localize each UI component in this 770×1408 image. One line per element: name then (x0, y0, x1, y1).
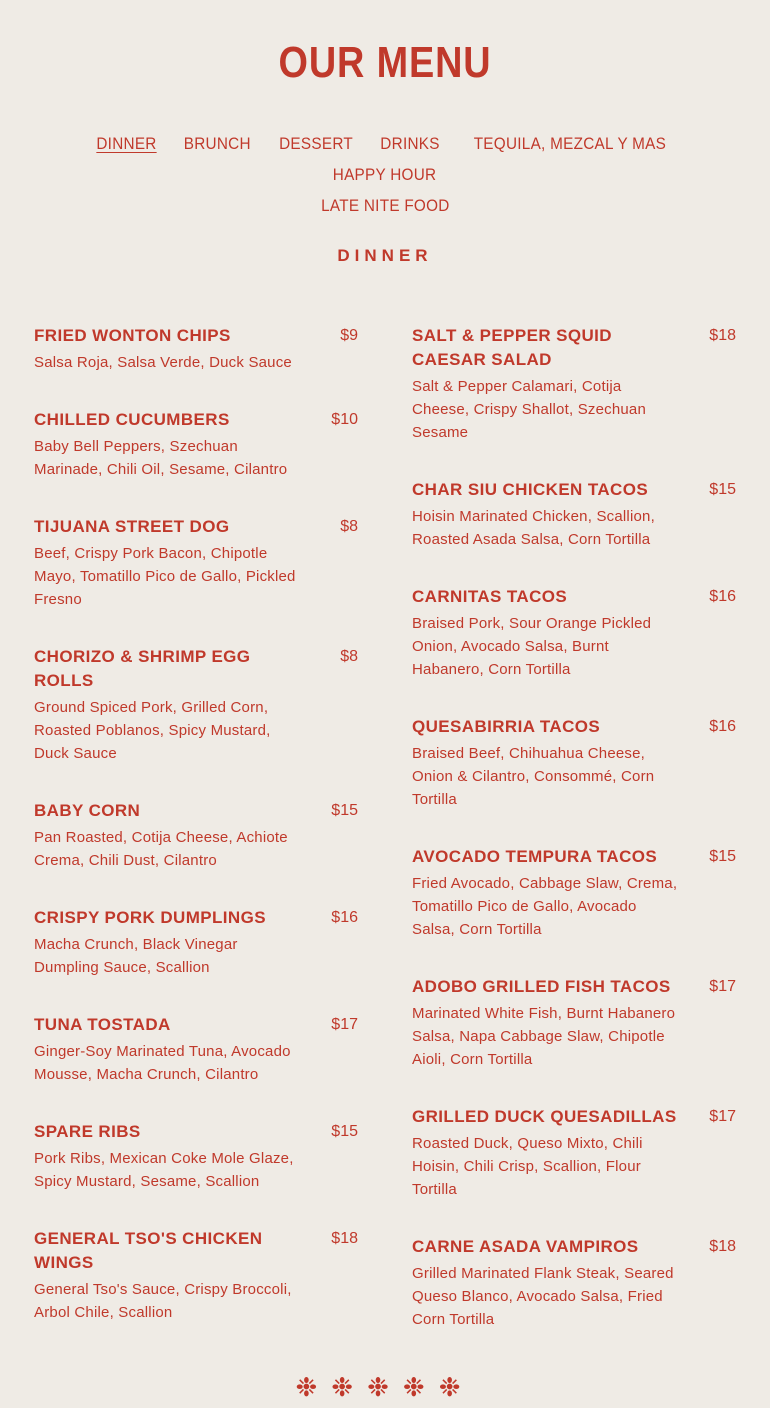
menu-item-price: $8 (340, 518, 358, 535)
menu-item (34, 645, 358, 765)
menu-item-header (412, 478, 736, 502)
menu-category-nav (40, 128, 730, 221)
menu-item-price: $17 (709, 1108, 736, 1125)
menu-item-description: Baby Bell Peppers, Szechuan Marinade, Chili Oil, Sesame, Cilantro (34, 438, 288, 478)
menu-item-price: $17 (331, 1016, 358, 1033)
menu-item (412, 478, 736, 551)
menu-item (34, 515, 358, 611)
menu-item-header (412, 975, 736, 999)
menu-column-left (34, 324, 358, 1358)
menu-item-name: SPARE RIBS (34, 1122, 141, 1141)
menu-item-header (412, 585, 736, 609)
menu-item-description: Ground Spiced Pork, Grilled Corn, Roasted Poblanos, Spicy Mustard, Duck Sauce (34, 699, 271, 762)
menu-item (34, 1227, 358, 1324)
menu-item-description: Macha Crunch, Black Vinegar Dumpling Sauce, Scallion (34, 936, 238, 976)
menu-item-description: Salt & Pepper Calamari, Cotija Cheese, Crispy Shallot, Szechuan Sesame (412, 378, 647, 441)
menu-item-name: CARNITAS TACOS (412, 587, 568, 606)
menu-item (34, 906, 358, 979)
menu-item-price: $15 (331, 1123, 358, 1140)
menu-item-price: $18 (331, 1230, 358, 1247)
menu-item (34, 799, 358, 872)
nav-link-happy-hour[interactable]: HAPPY HOUR (333, 165, 437, 184)
menu-item-header (412, 1105, 736, 1129)
menu-item-header (34, 1013, 358, 1037)
menu-item-header (412, 715, 736, 739)
menu-item (412, 324, 736, 444)
menu-item-name: BABY CORN (34, 801, 141, 820)
menu-item-price: $16 (709, 588, 736, 605)
menu-item-description: General Tso's Sauce, Crispy Broccoli, Arbol Chile, Scallion (34, 1281, 292, 1321)
menu-item-price: $8 (340, 648, 358, 665)
nav-link-tequila-mezcal[interactable]: TEQUILA, MEZCAL Y MAS (473, 134, 667, 153)
menu-column-right (412, 324, 736, 1365)
menu-item-description: Fried Avocado, Cabbage Slaw, Crema, Tomatillo Pico de Gallo, Avocado Salsa, Corn Tortilla (412, 875, 678, 938)
menu-item-description: Beef, Crispy Pork Bacon, Chipotle Mayo, Tomatillo Pico de Gallo, Pickled Fresno (34, 545, 296, 608)
menu-item-name: CARNE ASADA VAMPIROS (412, 1237, 639, 1256)
page-title: OUR MENU (278, 38, 492, 87)
menu-item-price: $15 (709, 481, 736, 498)
menu-item-name: SALT & PEPPER SQUID CAESAR SALAD (412, 326, 612, 369)
menu-item-price: $9 (340, 327, 358, 344)
menu-item-name: AVOCADO TEMPURA TACOS (412, 847, 658, 866)
menu-item-name: ADOBO GRILLED FISH TACOS (412, 977, 671, 996)
section-title: DINNER (337, 246, 433, 265)
menu-item-header (34, 408, 358, 432)
snowflake-ornament-icon: ❉ (438, 1372, 475, 1402)
menu-item-description: Braised Beef, Chihuahua Cheese, Onion & Cilantro, Consommé, Corn Tortilla (412, 745, 655, 808)
menu-item (412, 975, 736, 1071)
menu-item-price: $15 (709, 848, 736, 865)
snowflake-ornament-icon: ❉ (367, 1372, 403, 1402)
menu-item-price: $18 (709, 1238, 736, 1255)
menu-item-price: $18 (709, 327, 736, 344)
menu-item-price: $10 (331, 411, 358, 428)
menu-item-description: Roasted Duck, Queso Mixto, Chili Hoisin, Chili Crisp, Scallion, Flour Tortilla (412, 1135, 643, 1198)
snowflake-ornament-icon: ❉ (295, 1372, 332, 1402)
menu-item-header (34, 1120, 358, 1144)
menu-item-header (412, 1235, 736, 1259)
menu-item-name: CHILLED CUCUMBERS (34, 410, 230, 429)
menu-item-header (34, 1227, 358, 1275)
snowflake-ornament-icon: ❉ (331, 1372, 368, 1402)
menu-item-description: Pan Roasted, Cotija Cheese, Achiote Crema, Chili Dust, Cilantro (34, 829, 288, 869)
snowflake-ornament-icon: ❉ (402, 1372, 439, 1402)
menu-item (412, 1105, 736, 1201)
nav-link-dessert[interactable]: DESSERT (278, 134, 353, 153)
menu-item (34, 1013, 358, 1086)
menu-item-header (34, 799, 358, 823)
menu-item-header (34, 515, 358, 539)
menu-item-name: FRIED WONTON CHIPS (34, 326, 231, 345)
menu-item-name: GENERAL TSO'S CHICKEN WINGS (34, 1229, 263, 1272)
menu-item (34, 408, 358, 481)
menu-item-name: CHAR SIU CHICKEN TACOS (412, 480, 649, 499)
menu-item-header (34, 645, 358, 693)
footer-ornaments (0, 1372, 770, 1402)
menu-item (34, 1120, 358, 1193)
nav-link-drinks[interactable]: DRINKS (380, 134, 440, 153)
menu-item (412, 1235, 736, 1331)
menu-item-price: $16 (709, 718, 736, 735)
menu-item-header (412, 324, 736, 372)
menu-item-name: CRISPY PORK DUMPLINGS (34, 908, 266, 927)
menu-item-description: Salsa Roja, Salsa Verde, Duck Sauce (34, 354, 292, 371)
menu-item-description: Braised Pork, Sour Orange Pickled Onion, Avocado Salsa, Burnt Habanero, Corn Tortilla (412, 615, 652, 678)
menu-item (412, 585, 736, 681)
menu-item-name: TUNA TOSTADA (34, 1015, 171, 1034)
menu-item (412, 845, 736, 941)
menu-item (34, 324, 358, 374)
menu-item-description: Marinated White Fish, Burnt Habanero Salsa, Napa Cabbage Slaw, Chipotle Aioli, Corn Tortilla (412, 1005, 676, 1068)
nav-link-dinner[interactable]: DINNER (96, 134, 157, 153)
menu-item-price: $15 (331, 802, 358, 819)
menu-item-price: $16 (331, 909, 358, 926)
menu-item-description: Ginger-Soy Marinated Tuna, Avocado Mousse, Macha Crunch, Cilantro (34, 1043, 291, 1083)
menu-item (412, 715, 736, 811)
nav-link-brunch[interactable]: BRUNCH (183, 134, 252, 153)
menu-item-header (412, 845, 736, 869)
menu-item-name: CHORIZO & SHRIMP EGG ROLLS (34, 647, 251, 690)
menu-item-header (34, 324, 358, 348)
nav-link-late-nite-food[interactable]: LATE NITE FOOD (320, 196, 450, 215)
menu-item-name: GRILLED DUCK QUESADILLAS (412, 1107, 677, 1126)
menu-item-name: QUESABIRRIA TACOS (412, 717, 601, 736)
menu-item-description: Pork Ribs, Mexican Coke Mole Glaze, Spicy Mustard, Sesame, Scallion (34, 1150, 294, 1190)
menu-item-name: TIJUANA STREET DOG (34, 517, 230, 536)
menu-item-description: Hoisin Marinated Chicken, Scallion, Roasted Asada Salsa, Corn Tortilla (412, 508, 655, 548)
menu-item-price: $17 (709, 978, 736, 995)
menu-item-header (34, 906, 358, 930)
menu-item-description: Grilled Marinated Flank Steak, Seared Queso Blanco, Avocado Salsa, Fried Corn Tortilla (412, 1265, 674, 1328)
